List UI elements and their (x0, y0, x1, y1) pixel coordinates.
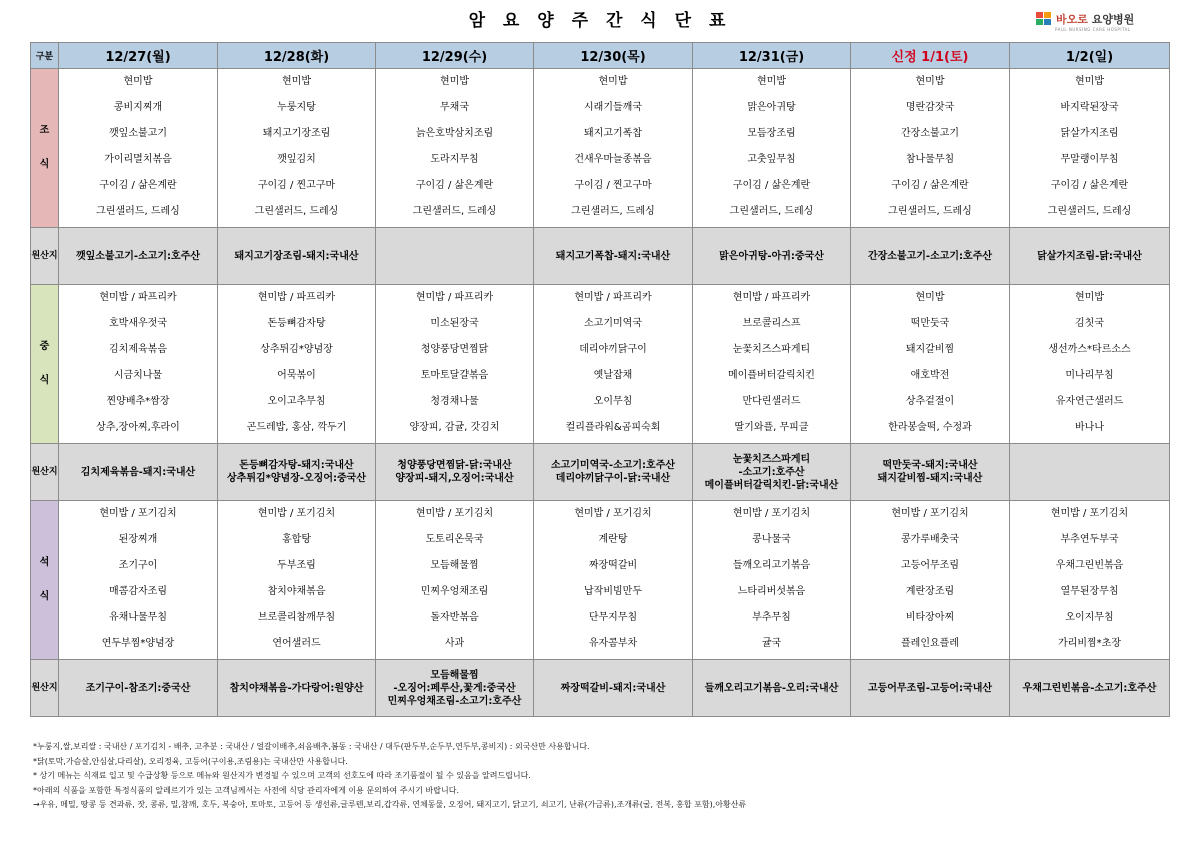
menu-item: 곤드레밥, 홍삼, 깍두기 (246, 422, 347, 433)
origin-line: 돼지고기장조림-돼지:국내산 (234, 250, 359, 262)
origin-line: 돼지갈비찜-돼지:국내산 (877, 473, 983, 484)
origin-line: 청양풍당면찜닭-닭:국내산 (397, 460, 512, 471)
menu-item: 구이김 / 찐고구마 (574, 180, 652, 191)
label-char: 산 (40, 250, 49, 261)
breakfast-day-cell (1010, 69, 1170, 228)
menu-item: 조기구이 (118, 560, 158, 571)
origin-line: 김치제육볶음-돼지:국내산 (80, 466, 196, 478)
menu-item: 연어샐러드 (272, 638, 321, 649)
label-char: 식 (39, 591, 50, 602)
menu-item: 어묵볶이 (277, 370, 316, 381)
breakfast-day-cell (534, 69, 693, 228)
breakfast_origin-row (31, 228, 1170, 285)
menu-item: 현미밥 / 포기김치 (732, 508, 811, 519)
menu-item: 현미밥 / 포기김치 (257, 508, 336, 519)
menu-item: 유자연근샐러드 (1055, 396, 1124, 407)
breakfast-day-cell (218, 69, 376, 228)
label-char: 산 (40, 682, 49, 693)
origin-line: 우채그린빈볶음-소고기:호주산 (1022, 682, 1157, 694)
menu-item: 무채국 (440, 102, 469, 113)
menu-item: 컬리플라워&곰피숙회 (565, 422, 661, 433)
menu-item: 양장피, 감귤, 갓김치 (409, 422, 500, 433)
origin-line: 눈꽃치즈스파게티 (732, 453, 811, 465)
menu-item: 돼지고기폭찹 (584, 128, 642, 139)
menu-item: 찐양배추*쌈장 (106, 396, 170, 407)
menu-item: 계란장조림 (905, 586, 955, 597)
menu-item: 참나물무침 (905, 154, 955, 165)
menu-item: 오이무침 (593, 396, 633, 407)
menu-item: 호박새우젓국 (109, 318, 167, 329)
lunch-label (31, 285, 59, 444)
label-char: 지 (48, 250, 58, 261)
menu-item: 돼지갈비찜 (905, 344, 955, 355)
origin-cell (851, 660, 1010, 717)
menu-item: 현미밥 / 파프리카 (732, 292, 811, 303)
origin-line: 닭살가지조림-닭:국내산 (1037, 250, 1142, 262)
menu-item: 사과 (444, 638, 465, 649)
header-row (31, 43, 1170, 69)
menu-item: 만다린샐러드 (742, 396, 801, 407)
menu-item: 부추무침 (752, 612, 791, 623)
note-line: *아래의 식품을 포함한 특정식품의 알레르기가 있는 고객님께서는 사전에 식당 관리자에게 이용 문의하여 주시기 바랍니다. (33, 785, 459, 795)
note-line: * 상기 메뉴는 식재료 입고 및 수급상황 등으로 메뉴와 원산지가 변경될 수 있으며 고객의 선호도에 따라 조기품절이 될 수 있음을 알려드립니다. (33, 771, 531, 780)
menu-item: 구이김 / 삶은계란 (99, 180, 177, 191)
menu-item: 들깨오리고기볶음 (732, 560, 811, 571)
origin-cell (693, 228, 851, 285)
lunch-day-cell (376, 285, 534, 444)
dinner-label (31, 501, 59, 660)
menu-item: 청양풍당면찜닭 (420, 344, 489, 355)
dinner-row (31, 501, 1170, 660)
origin-line: 양장피-돼지,오징어:국내산 (395, 473, 514, 484)
origin-line: 돈등뼈감자탕-돼지:국내산 (239, 460, 354, 471)
menu-item: 고춧잎무침 (747, 154, 796, 165)
origin-cell (59, 660, 218, 717)
origin-line: 조기구이-참조기:중국산 (85, 682, 191, 694)
lunch-day-cell (534, 285, 693, 444)
menu-item: 모듬해물찜 (430, 560, 479, 571)
menu-item: 시래기들깨국 (584, 102, 642, 113)
origin-line: 간장소불고기-소고기:호주산 (867, 250, 993, 262)
menu-item: 현미밥 (282, 76, 311, 87)
origin-cell (534, 660, 693, 717)
origin-line: 상추튀김*양념장-오징어:중국산 (227, 473, 366, 484)
lunch_origin-row (31, 444, 1170, 501)
dinner-day-cell (59, 501, 218, 660)
day-header: 12/30(목) (534, 43, 693, 69)
menu-item: 떡만둣국 (910, 318, 950, 329)
menu-item: 깻잎김치 (277, 154, 316, 165)
note-line: →우유, 메밀, 땅콩 등 견과류, 잣, 콩류, 밀,참깨, 호두, 복숭아, 토마토, 고등어 등 생선류,글루텐,보리,갑각류, 연체동물, 오징어, 돼지고기, 닭고기, 쇠고기, 난류(가금류),조개류(굴, 전복, 홍합 포함),아황산류 (33, 800, 747, 809)
origin-line: 민찌우엉채조림-소고기:호주산 (387, 695, 522, 707)
footnotes (33, 740, 746, 813)
label-char: 지 (48, 682, 58, 693)
menu-item: 한라봉술떡, 수정과 (888, 422, 972, 433)
menu-item: 현미밥 / 파프리카 (99, 292, 177, 303)
logo-mark-icon (1036, 12, 1052, 26)
menu-item: 닭살가지조림 (1060, 128, 1119, 139)
menu-item: 눈꽃치즈스파게티 (732, 344, 811, 355)
label-char: 원 (31, 466, 41, 477)
dinner-day-cell (376, 501, 534, 660)
menu-item: 매콤감자조림 (109, 586, 167, 597)
menu-item: 현미밥 / 포기김치 (415, 508, 494, 519)
lunch-day-cell (59, 285, 218, 444)
menu-item: 현미밥 / 파프리카 (257, 292, 336, 303)
origin-line: 돼지고기폭찹-돼지:국내산 (555, 250, 671, 262)
origin-cell (534, 444, 693, 501)
menu-item: 그린샐러드, 드레싱 (412, 206, 497, 217)
logo-subtitle: PAUL NURSING CARE HOSPITAL (1055, 27, 1131, 32)
origin-cell (218, 444, 376, 501)
menu-item: 느타리버섯볶음 (737, 586, 806, 597)
page-title: 암 요 양 주 간 식 단 표 (468, 11, 732, 31)
menu-item: 현미밥 (757, 76, 786, 87)
menu-item: 토마토달걀볶음 (420, 370, 489, 381)
lunch-day-cell (693, 285, 851, 444)
menu-item: 메이플버터갈릭치킨 (728, 370, 815, 381)
menu-item: 현미밥 (1075, 292, 1104, 303)
menu-item: 김치제육볶음 (109, 344, 167, 355)
label-char: 식 (39, 375, 50, 386)
menu-item: 누룽지탕 (277, 102, 316, 113)
origin-line: 소고기미역국-소고기:호주산 (550, 460, 676, 471)
lunch-day-cell (218, 285, 376, 444)
menu-item: 돼지고기장조림 (262, 128, 331, 139)
menu-item: 현미밥 (598, 76, 628, 87)
dinner-day-cell (851, 501, 1010, 660)
origin-line: -소고기:호주산 (738, 466, 805, 478)
dinner-day-cell (534, 501, 693, 660)
breakfast-day-cell (59, 69, 218, 228)
menu-item: 현미밥 / 포기김치 (1050, 508, 1129, 519)
menu-item: 현미밥 (915, 76, 945, 87)
origin-line: 짜장떡갈비-돼지:국내산 (560, 682, 666, 694)
menu-item: 단무지무침 (588, 612, 638, 623)
menu-item: 바나나 (1075, 422, 1104, 433)
menu-item: 도라지무침 (430, 154, 479, 165)
menu-item: 오이지무침 (1065, 612, 1114, 623)
origin-cell (376, 228, 534, 285)
origin-line: 떡만둣국-돼지:국내산 (882, 460, 978, 471)
menu-item: 콩가루배춧국 (901, 534, 959, 545)
menu-item: 계란탕 (598, 534, 628, 545)
menu-item: 구이김 / 찐고구마 (257, 180, 336, 191)
menu-item: 현미밥 / 파프리카 (415, 292, 494, 303)
origin-line: -오징어:페루산,꽃게:중국산 (393, 682, 516, 694)
logo-text: 바오로 요양병원 (1056, 13, 1135, 26)
label-char: 석 (39, 557, 50, 568)
breakfast-label (31, 69, 59, 228)
menu-item: 부추연두부국 (1060, 534, 1119, 545)
menu-item: 명란감잣국 (905, 102, 955, 113)
menu-item: 비타장아찌 (905, 612, 955, 623)
menu-item: 건새우마늘종볶음 (574, 154, 652, 165)
menu-item: 현미밥 (440, 76, 469, 87)
hospital-logo (1036, 10, 1134, 28)
menu-item: 브로콜리참깨무침 (257, 612, 336, 623)
lunch-day-cell (851, 285, 1010, 444)
menu-item: 모듬장조림 (747, 128, 796, 139)
origin-cell (218, 660, 376, 717)
day-header: 12/28(화) (218, 43, 376, 69)
day-header: 1/2(일) (1010, 43, 1170, 69)
menu-item: 유자콤부차 (588, 638, 638, 649)
dinner-day-cell (218, 501, 376, 660)
menu-item: 민찌우엉채조림 (420, 586, 489, 597)
menu-item: 미나리무침 (1065, 370, 1114, 381)
label-char: 원 (31, 250, 41, 261)
origin-cell (376, 444, 534, 501)
menu-item: 브로콜리스프 (742, 318, 801, 329)
menu-item: 그린샐러드, 드레싱 (729, 206, 814, 217)
menu-item: 현미밥 / 포기김치 (99, 508, 177, 519)
lunch-day-cell (1010, 285, 1170, 444)
menu-item: 유채나물무침 (109, 612, 167, 623)
menu-item: 구이김 / 삶은계란 (732, 180, 811, 191)
note-line: *닭(토막,가슴살,안심살,다리살), 오리정육, 고등어(구이용,조림용)는 국내산만 사용합니다. (33, 756, 348, 766)
menu-item: 열무된장무침 (1060, 586, 1119, 597)
day-header: 신정 1/1(토) (851, 43, 1010, 69)
origin-cell (693, 660, 851, 717)
menu-item: 생선까스*타르소스 (1048, 344, 1131, 355)
menu-item: 홍합탕 (282, 534, 311, 545)
origin-cell (376, 660, 534, 717)
menu-item: 애호박전 (910, 370, 950, 381)
menu-item: 미소된장국 (430, 318, 479, 329)
menu-item: 납작비빔만두 (584, 586, 642, 597)
day-header: 12/31(금) (693, 43, 851, 69)
menu-item: 두부조림 (277, 560, 316, 571)
menu-item: 늙은호박삼치조림 (415, 128, 494, 139)
menu-item: 콩나물국 (752, 534, 791, 545)
menu-item: 맑은아귀탕 (747, 102, 796, 113)
breakfast-day-cell (851, 69, 1010, 228)
origin-cell (218, 228, 376, 285)
breakfast-day-cell (376, 69, 534, 228)
lunch_origin-label (31, 444, 59, 501)
label-char: 원 (31, 682, 41, 693)
origin-cell (693, 444, 851, 501)
origin-cell (1010, 660, 1170, 717)
label-char: 산 (40, 466, 49, 477)
menu-item: 현미밥 (1075, 76, 1104, 87)
menu-item: 시금치나물 (113, 370, 163, 381)
menu-item: 그린샐러드, 드레싱 (571, 206, 655, 217)
menu-item: 딸기와플, 무피클 (734, 422, 809, 433)
weekly-menu-table (30, 42, 1170, 717)
menu-item: 현미밥 / 포기김치 (891, 508, 969, 519)
origin-line: 참치야채볶음-가다랑어:원양산 (229, 682, 364, 694)
menu-item: 그린샐러드, 드레싱 (1047, 206, 1132, 217)
menu-item: 참치야채볶음 (267, 586, 326, 597)
origin-cell (851, 228, 1010, 285)
menu-item: 데리야끼닭구이 (579, 344, 647, 355)
menu-item: 플레인요플레 (901, 638, 959, 649)
label-char: 식 (39, 159, 50, 170)
label-char: 중 (39, 341, 50, 352)
menu-item: 구이김 / 삶은계란 (891, 180, 969, 191)
menu-item: 오이고추무침 (267, 396, 326, 407)
menu-item: 깻잎소불고기 (109, 128, 167, 139)
menu-item: 상추,장아찌,후라이 (96, 422, 180, 433)
menu-item: 청경채나물 (430, 396, 479, 407)
breakfast-day-cell (693, 69, 851, 228)
origin-cell (851, 444, 1010, 501)
origin-cell (59, 228, 218, 285)
dinner_origin-label (31, 660, 59, 717)
origin-cell (534, 228, 693, 285)
menu-item: 상추겉절이 (905, 396, 955, 407)
origin-line: 들깨오리고기볶음-오리:국내산 (704, 682, 839, 694)
menu-item: 돌자반볶음 (430, 612, 479, 623)
menu-item: 바지락된장국 (1060, 102, 1119, 113)
label-char: 조 (39, 125, 50, 136)
menu-item: 그린샐러드, 드레싱 (96, 206, 180, 217)
menu-item: 돈등뼈감자탕 (267, 318, 326, 329)
note-line: *누룽지,쌀,보리쌀 : 국내산 / 포기김치 - 배추, 고추분 : 국내산 / 얼갈이배추,쇠음배추,봄동 : 국내산 / 대두(판두부,순두부,연두부,콩비지) : 외국산만 사용합니다. (33, 742, 590, 751)
menu-item: 귤국 (761, 638, 782, 649)
origin-cell (1010, 228, 1170, 285)
origin-line: 깻잎소불고기-소고기:호주산 (75, 250, 201, 262)
menu-item: 구이김 / 삶은계란 (415, 180, 494, 191)
menu-item: 도토리온묵국 (425, 534, 484, 545)
menu-item: 현미밥 (915, 292, 945, 303)
dinner-day-cell (1010, 501, 1170, 660)
breakfast_origin-label (31, 228, 59, 285)
breakfast-row (31, 69, 1170, 228)
menu-item: 옛날잡채 (593, 370, 633, 381)
menu-item: 무말랭이무침 (1060, 154, 1119, 165)
menu-item: 우채그린빈볶음 (1055, 560, 1124, 571)
dinner-day-cell (693, 501, 851, 660)
origin-line: 맑은아귀탕-아귀:중국산 (719, 250, 824, 262)
menu-item: 그린샐러드, 드레싱 (254, 206, 339, 217)
menu-item: 짜장떡갈비 (588, 560, 638, 571)
menu-item: 현미밥 / 포기김치 (574, 508, 652, 519)
origin-line: 메이플버터갈릭치킨-닭:국내산 (704, 479, 839, 491)
menu-item: 그린샐러드, 드레싱 (888, 206, 972, 217)
origin-line: 고등어무조림-고등어:국내산 (867, 682, 993, 694)
origin-cell (1010, 444, 1170, 501)
day-header: 12/27(월) (59, 43, 218, 69)
header-label: 구분 (31, 43, 59, 69)
menu-item: 간장소불고기 (901, 128, 959, 139)
menu-item: 고등어무조림 (901, 560, 959, 571)
lunch-row (31, 285, 1170, 444)
menu-item: 콩비지찌개 (113, 102, 163, 113)
menu-item: 현미밥 / 파프리카 (574, 292, 652, 303)
menu-item: 된장찌개 (118, 534, 158, 545)
menu-item: 상추튀김*양념장 (260, 344, 333, 355)
menu-item: 현미밥 (123, 76, 153, 87)
label-char: 지 (48, 466, 58, 477)
menu-item: 가리비찜*초장 (1058, 638, 1121, 649)
origin-line: 데리야끼닭구이-닭:국내산 (555, 473, 671, 484)
origin-line: 모듬해물찜 (430, 669, 479, 681)
menu-item: 구이김 / 삶은계란 (1050, 180, 1129, 191)
origin-cell (59, 444, 218, 501)
menu-item: 소고기미역국 (584, 318, 642, 329)
dinner_origin-row (31, 660, 1170, 717)
menu-item: 김칫국 (1075, 318, 1104, 329)
day-header: 12/29(수) (376, 43, 534, 69)
menu-item: 가이리멸치볶음 (104, 154, 172, 165)
menu-item: 연두부찜*양념장 (101, 638, 175, 649)
